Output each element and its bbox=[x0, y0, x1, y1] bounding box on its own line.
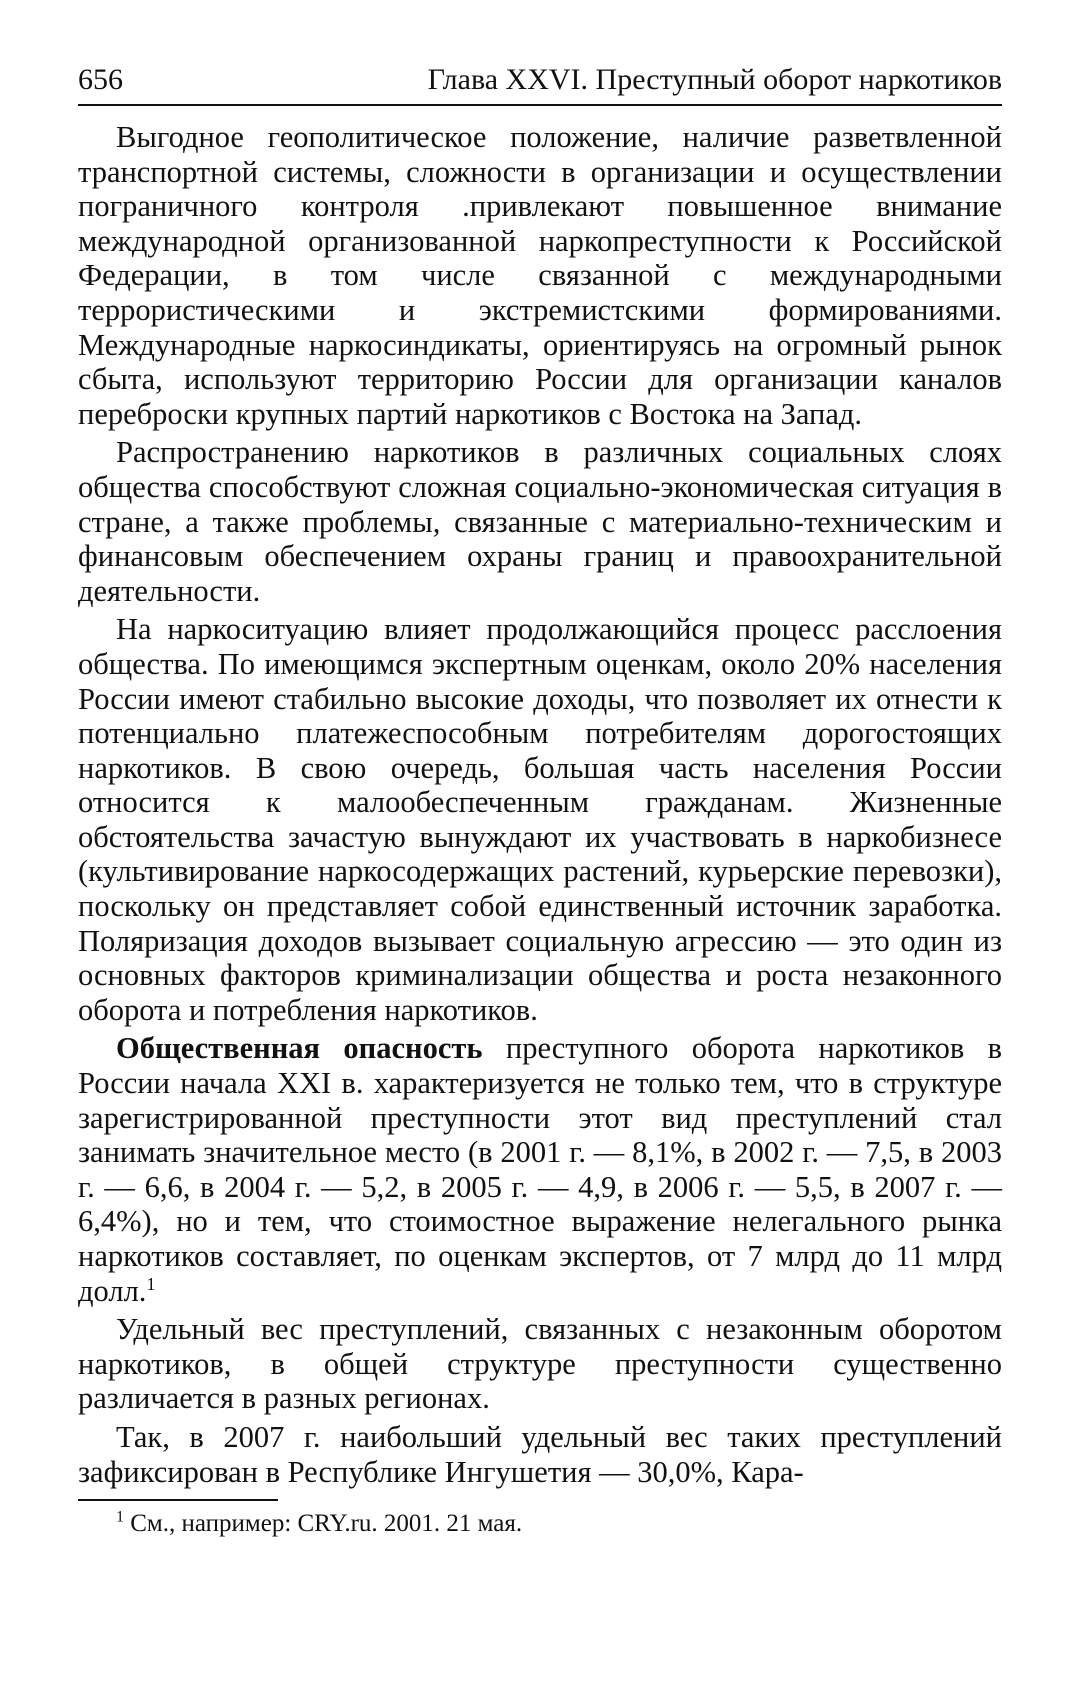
paragraph-6 bbox=[78, 1420, 1002, 1489]
paragraph-5 bbox=[78, 1312, 1002, 1416]
paragraph-text: Удельный вес преступлений, связанных с незаконным оборотом наркотиков, в общей структуре преступности существенно различается в разных регионах. bbox=[78, 1312, 1002, 1416]
book-page bbox=[78, 56, 1002, 1539]
footnote-reference[interactable]: 1 bbox=[146, 1273, 156, 1294]
paragraph-text: Так, в 2007 г. наибольший удельный вес таких преступлений зафиксирован в Республике Ингушетия — 30,0%, Кара- bbox=[78, 1419, 1002, 1489]
page-number: 656 bbox=[78, 63, 123, 96]
footnote-marker: 1 bbox=[116, 1508, 124, 1526]
paragraph-text: преступного оборота наркотиков в России начала XXI в. характеризуется не только тем, что в структуре зарегистрированной преступности этот вид преступлений стал занимать значительное место (в 2001 г. — 8,1%, в 2002 г. — 7,5, в 2003 г. — 6,6, в 2004 г. — 5,2, в 2005 г. — 4,9, в 2006 г. — 5,5, в 2007 г. — 6,4%), но и тем, что стоимостное выражение нелегального рынка наркотиков составляет, по оценкам экспертов, от 7 млрд до 11 млрд долл. bbox=[78, 1031, 1002, 1308]
paragraph-text: На наркоситуацию влияет продолжающийся процесс расслоения общества. По имеющимся экспертным оценкам, около 20% населения России имеют стабильно высокие доходы, что позволяет их отнести к потенциально платежеспособным потребителям дорогостоящих наркотиков. В свою очередь, большая часть населения России относится к малообеспеченным гражданам. Жизненные обстоятельства зачастую вынуждают их участвовать в наркобизнесе (культивирование наркосодержащих растений, курьерские перевозки), поскольку он представляет собой единственный источник заработка. Поляризация доходов вызывает социальную агрессию — это один из основных факторов криминализации общества и роста незаконного оборота и потребления наркотиков. bbox=[78, 612, 1002, 1027]
body-text bbox=[78, 120, 1002, 1489]
header-rule bbox=[78, 104, 1002, 106]
paragraph-1 bbox=[78, 120, 1002, 431]
footnote bbox=[78, 1509, 1002, 1539]
paragraph-2 bbox=[78, 435, 1002, 608]
paragraph-text: Распространению наркотиков в различных социальных слоях общества способствуют сложная социально-экономическая ситуация в стране, а также проблемы, связанные с материально-техническим и финансовым обеспечением охраны границ и правоохранительной деятельности. bbox=[78, 435, 1002, 608]
bold-term: Общественная опасность bbox=[116, 1031, 483, 1066]
paragraph-3 bbox=[78, 612, 1002, 1027]
chapter-title: Глава XXVI. Преступный оборот наркотиков bbox=[427, 63, 1002, 96]
footnote-text: См., например: CRY.ru. 2001. 21 мая. bbox=[124, 1510, 523, 1538]
footnote-rule bbox=[78, 1499, 278, 1501]
running-head bbox=[78, 56, 1002, 106]
paragraph-4 bbox=[78, 1031, 1002, 1308]
paragraph-text: Выгодное геополитическое положение, наличие разветвленной транспортной системы, сложности в организации и осуществлении пограничного контроля .привлекают повышенное внимание международной организованной наркопреступности к Российской Федерации, в том числе связанной с международными террористическими и экстремистскими формированиями. Международные наркосиндикаты, ориентируясь на огромный рынок сбыта, используют территорию России для организации каналов переброски крупных партий наркотиков с Востока на Запад. bbox=[78, 120, 1002, 431]
